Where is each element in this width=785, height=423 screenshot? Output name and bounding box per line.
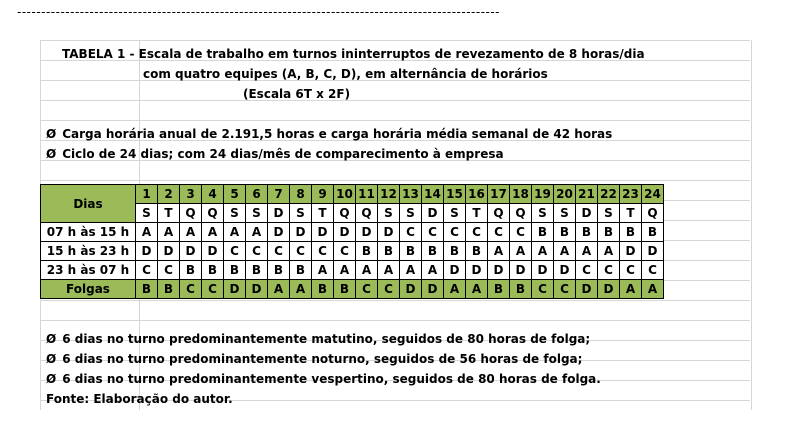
shift-cell: A [510, 242, 532, 261]
weekday-cell: Q [510, 204, 532, 223]
weekday-cell: S [532, 204, 554, 223]
shift-cell: D [158, 242, 180, 261]
weekday-cell: S [598, 204, 620, 223]
shift-label: 23 h às 07 h [41, 261, 136, 280]
shift-cell: B [224, 261, 246, 280]
shift-label: 15 h às 23 h [41, 242, 136, 261]
day-number-cell: 16 [466, 185, 488, 204]
day-number-cell: 6 [246, 185, 268, 204]
weekday-cell: S [290, 204, 312, 223]
bullet-icon: Ø [46, 372, 57, 386]
days-row [41, 185, 664, 204]
folga-cell: D [400, 280, 422, 299]
shift-cell: A [312, 261, 334, 280]
shift-cell: C [444, 223, 466, 242]
day-number-cell: 8 [290, 185, 312, 204]
folgas-label: Folgas [41, 280, 136, 299]
shift-cell: A [488, 242, 510, 261]
shift-cell: C [158, 261, 180, 280]
weekday-cell: Q [180, 204, 202, 223]
day-number-cell: 12 [378, 185, 400, 204]
day-number-cell: 10 [334, 185, 356, 204]
folga-cell: B [158, 280, 180, 299]
folga-cell: B [136, 280, 158, 299]
folga-cell: A [466, 280, 488, 299]
note-text: Ciclo de 24 dias; com 24 dias/mês de comparecimento à empresa [62, 147, 504, 161]
dias-header: Dias [41, 185, 136, 223]
shift-cell: A [246, 223, 268, 242]
note-text: 6 dias no turno predominantemente matutino, seguidos de 80 horas de folga; [62, 332, 591, 346]
shift-cell: C [136, 261, 158, 280]
day-number-cell: 11 [356, 185, 378, 204]
table-title-line2: com quatro equipes (A, B, C, D), em alternância de horários [143, 67, 548, 81]
shift-cell: B [290, 261, 312, 280]
shift-cell: A [158, 223, 180, 242]
shift-cell: A [532, 242, 554, 261]
weekday-cell: Q [356, 204, 378, 223]
day-number-cell: 9 [312, 185, 334, 204]
shift-cell: A [202, 223, 224, 242]
shift-cell: C [642, 261, 664, 280]
bullet-icon: Ø [46, 332, 57, 346]
shift-cell: C [224, 242, 246, 261]
shift-cell: A [378, 261, 400, 280]
folga-cell: D [576, 280, 598, 299]
shift-cell: A [576, 242, 598, 261]
bullet-icon: Ø [46, 147, 57, 161]
day-number-cell: 19 [532, 185, 554, 204]
shift-cell: B [356, 242, 378, 261]
shift-label: 07 h às 15 h [41, 223, 136, 242]
note-text: 6 dias no turno predominantemente noturno, seguidos de 56 horas de folga; [62, 352, 583, 366]
folga-cell: B [334, 280, 356, 299]
shift-cell: B [642, 223, 664, 242]
folga-cell: B [510, 280, 532, 299]
day-number-cell: 18 [510, 185, 532, 204]
day-number-cell: 4 [202, 185, 224, 204]
shift-cell: A [136, 223, 158, 242]
folga-cell: A [444, 280, 466, 299]
shift-cell: B [246, 261, 268, 280]
shift-cell: B [202, 261, 224, 280]
note-bottom-3 [46, 370, 601, 388]
shift-cell: B [180, 261, 202, 280]
day-number-cell: 14 [422, 185, 444, 204]
weekday-cell: T [158, 204, 180, 223]
day-number-cell: 13 [400, 185, 422, 204]
shift-cell: D [356, 223, 378, 242]
shift-cell: D [620, 242, 642, 261]
shift-cell: D [334, 223, 356, 242]
shift-cell: A [554, 242, 576, 261]
weekday-cell: S [136, 204, 158, 223]
shift-cell: C [598, 261, 620, 280]
shift-cell: D [378, 223, 400, 242]
folga-cell: C [180, 280, 202, 299]
folga-cell: A [642, 280, 664, 299]
shift-cell: D [312, 223, 334, 242]
bullet-icon: Ø [46, 127, 57, 141]
weekday-cell: S [444, 204, 466, 223]
folga-cell: D [598, 280, 620, 299]
weekday-cell: T [620, 204, 642, 223]
weekday-cell: Q [334, 204, 356, 223]
weekday-cell: S [224, 204, 246, 223]
shift-cell: B [400, 242, 422, 261]
shift-cell: B [378, 242, 400, 261]
folga-cell: A [290, 280, 312, 299]
schedule-table [40, 184, 664, 299]
shift-cell: B [444, 242, 466, 261]
source-note: Fonte: Elaboração do autor. [46, 392, 233, 406]
shift-cell: C [268, 242, 290, 261]
folga-cell: B [312, 280, 334, 299]
shift-row [41, 223, 664, 242]
day-number-cell: 15 [444, 185, 466, 204]
shift-cell: B [554, 223, 576, 242]
shift-cell: A [400, 261, 422, 280]
weekday-cell: D [268, 204, 290, 223]
folga-cell: A [268, 280, 290, 299]
shift-cell: D [488, 261, 510, 280]
weekday-cell: S [554, 204, 576, 223]
shift-cell: B [268, 261, 290, 280]
note-text: Carga horária anual de 2.191,5 horas e carga horária média semanal de 42 horas [62, 127, 613, 141]
folga-cell: C [378, 280, 400, 299]
shift-cell: A [224, 223, 246, 242]
shift-cell: C [312, 242, 334, 261]
folga-cell: D [422, 280, 444, 299]
folga-cell: C [356, 280, 378, 299]
shift-cell: D [510, 261, 532, 280]
note-bottom-2 [46, 350, 582, 368]
shift-cell: B [598, 223, 620, 242]
shift-cell: B [620, 223, 642, 242]
shift-cell: C [400, 223, 422, 242]
day-number-cell: 7 [268, 185, 290, 204]
weekday-cell: T [466, 204, 488, 223]
shift-cell: C [576, 261, 598, 280]
day-number-cell: 1 [136, 185, 158, 204]
weekday-cell: D [422, 204, 444, 223]
shift-cell: D [466, 261, 488, 280]
weekday-cell: Q [642, 204, 664, 223]
weekday-cell: T [312, 204, 334, 223]
table-title-line1: TABELA 1 - Escala de trabalho em turnos ininterruptos de revezamento de 8 horas/dia [62, 47, 645, 61]
shift-cell: B [532, 223, 554, 242]
folga-cell: A [620, 280, 642, 299]
shift-cell: B [466, 242, 488, 261]
weekday-cell: Q [488, 204, 510, 223]
weekday-cell: S [400, 204, 422, 223]
weekday-cell: S [246, 204, 268, 223]
shift-cell: D [554, 261, 576, 280]
shift-row [41, 261, 664, 280]
folga-cell: C [202, 280, 224, 299]
shift-row [41, 242, 664, 261]
day-number-cell: 17 [488, 185, 510, 204]
shift-cell: D [532, 261, 554, 280]
shift-cell: C [488, 223, 510, 242]
shift-cell: A [180, 223, 202, 242]
shift-cell: D [444, 261, 466, 280]
weekday-cell: Q [202, 204, 224, 223]
note-top-1 [46, 125, 612, 143]
shift-cell: A [598, 242, 620, 261]
shift-cell: D [202, 242, 224, 261]
folga-cell: B [488, 280, 510, 299]
day-number-cell: 22 [598, 185, 620, 204]
shift-cell: D [136, 242, 158, 261]
day-number-cell: 20 [554, 185, 576, 204]
note-bottom-1 [46, 330, 590, 348]
shift-cell: D [180, 242, 202, 261]
shift-cell: D [642, 242, 664, 261]
day-number-cell: 5 [224, 185, 246, 204]
day-number-cell: 3 [180, 185, 202, 204]
shift-cell: C [466, 223, 488, 242]
weekday-cell: D [576, 204, 598, 223]
day-number-cell: 23 [620, 185, 642, 204]
shift-cell: C [334, 242, 356, 261]
note-text: 6 dias no turno predominantemente vespertino, seguidos de 80 horas de folga. [62, 372, 601, 386]
shift-cell: C [246, 242, 268, 261]
shift-cell: A [356, 261, 378, 280]
bullet-icon: Ø [46, 352, 57, 366]
shift-cell: C [510, 223, 532, 242]
shift-cell: C [290, 242, 312, 261]
table-title-line3: (Escala 6T x 2F) [243, 87, 351, 101]
folga-cell: C [532, 280, 554, 299]
shift-cell: D [290, 223, 312, 242]
folga-cell: C [554, 280, 576, 299]
shift-cell: B [422, 242, 444, 261]
shift-cell: B [576, 223, 598, 242]
folgas-row [41, 280, 664, 299]
dashed-separator: ---------------------------------------------------------------------------------------------------- [17, 6, 501, 18]
shift-cell: A [422, 261, 444, 280]
day-number-cell: 24 [642, 185, 664, 204]
weekday-cell: S [378, 204, 400, 223]
folga-cell: D [246, 280, 268, 299]
shift-cell: C [422, 223, 444, 242]
shift-cell: D [268, 223, 290, 242]
shift-cell: C [620, 261, 642, 280]
day-number-cell: 2 [158, 185, 180, 204]
folga-cell: D [224, 280, 246, 299]
note-top-2 [46, 145, 504, 163]
shift-cell: A [334, 261, 356, 280]
grid-line [751, 40, 752, 410]
day-number-cell: 21 [576, 185, 598, 204]
